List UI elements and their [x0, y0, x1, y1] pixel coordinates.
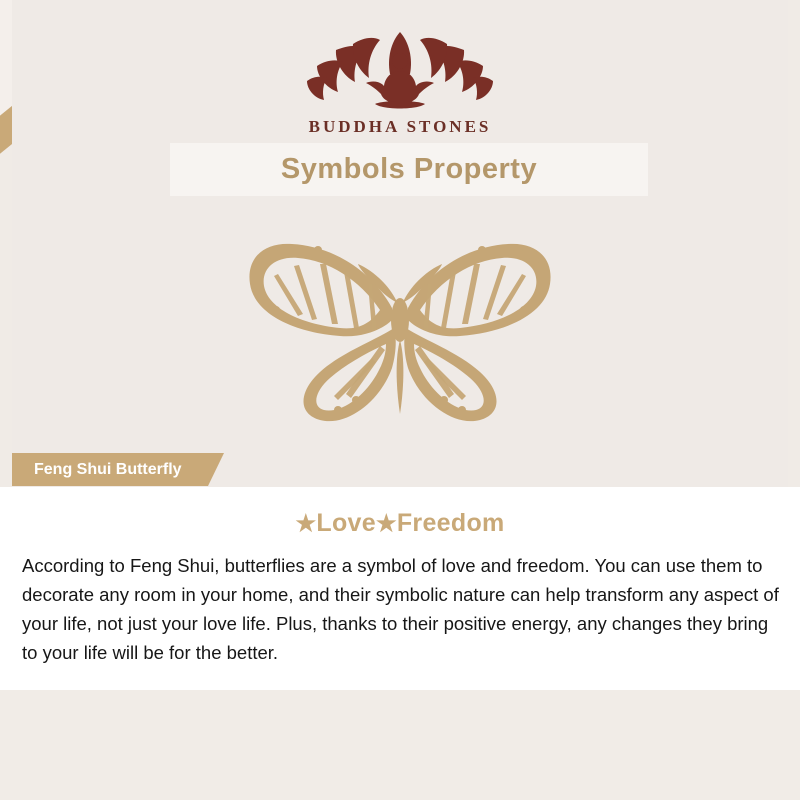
- butterfly-illustration: [12, 228, 788, 451]
- status-badge: [12, 453, 208, 486]
- bottom-strip: [0, 690, 800, 800]
- brand-name: BUDDHA STONES: [308, 117, 492, 136]
- tag-label: Feng Shui Butterfly: [34, 460, 182, 478]
- star-icon-left: ★: [295, 510, 317, 536]
- card-body-text: According to Feng Shui, butterflies are a symbol of love and freedom. You can use them to decorate any room in your home, and their symbolic nature can help transform any aspect of your life, not just your love life. Plus, thanks to their positive energy, any changes they bring to your life will be for the better.: [22, 555, 779, 663]
- brand-logo: [12, 20, 788, 137]
- subtitle-love: Love: [316, 509, 376, 537]
- title-bar: [170, 143, 648, 196]
- star-icon-middle: ★: [375, 510, 397, 536]
- description-card: [0, 487, 800, 690]
- lotus-meditation-icon: [12, 20, 788, 115]
- subtitle-freedom: Freedom: [396, 509, 505, 537]
- page-title: Symbols Property: [280, 153, 538, 185]
- card-subtitle: [0, 509, 800, 538]
